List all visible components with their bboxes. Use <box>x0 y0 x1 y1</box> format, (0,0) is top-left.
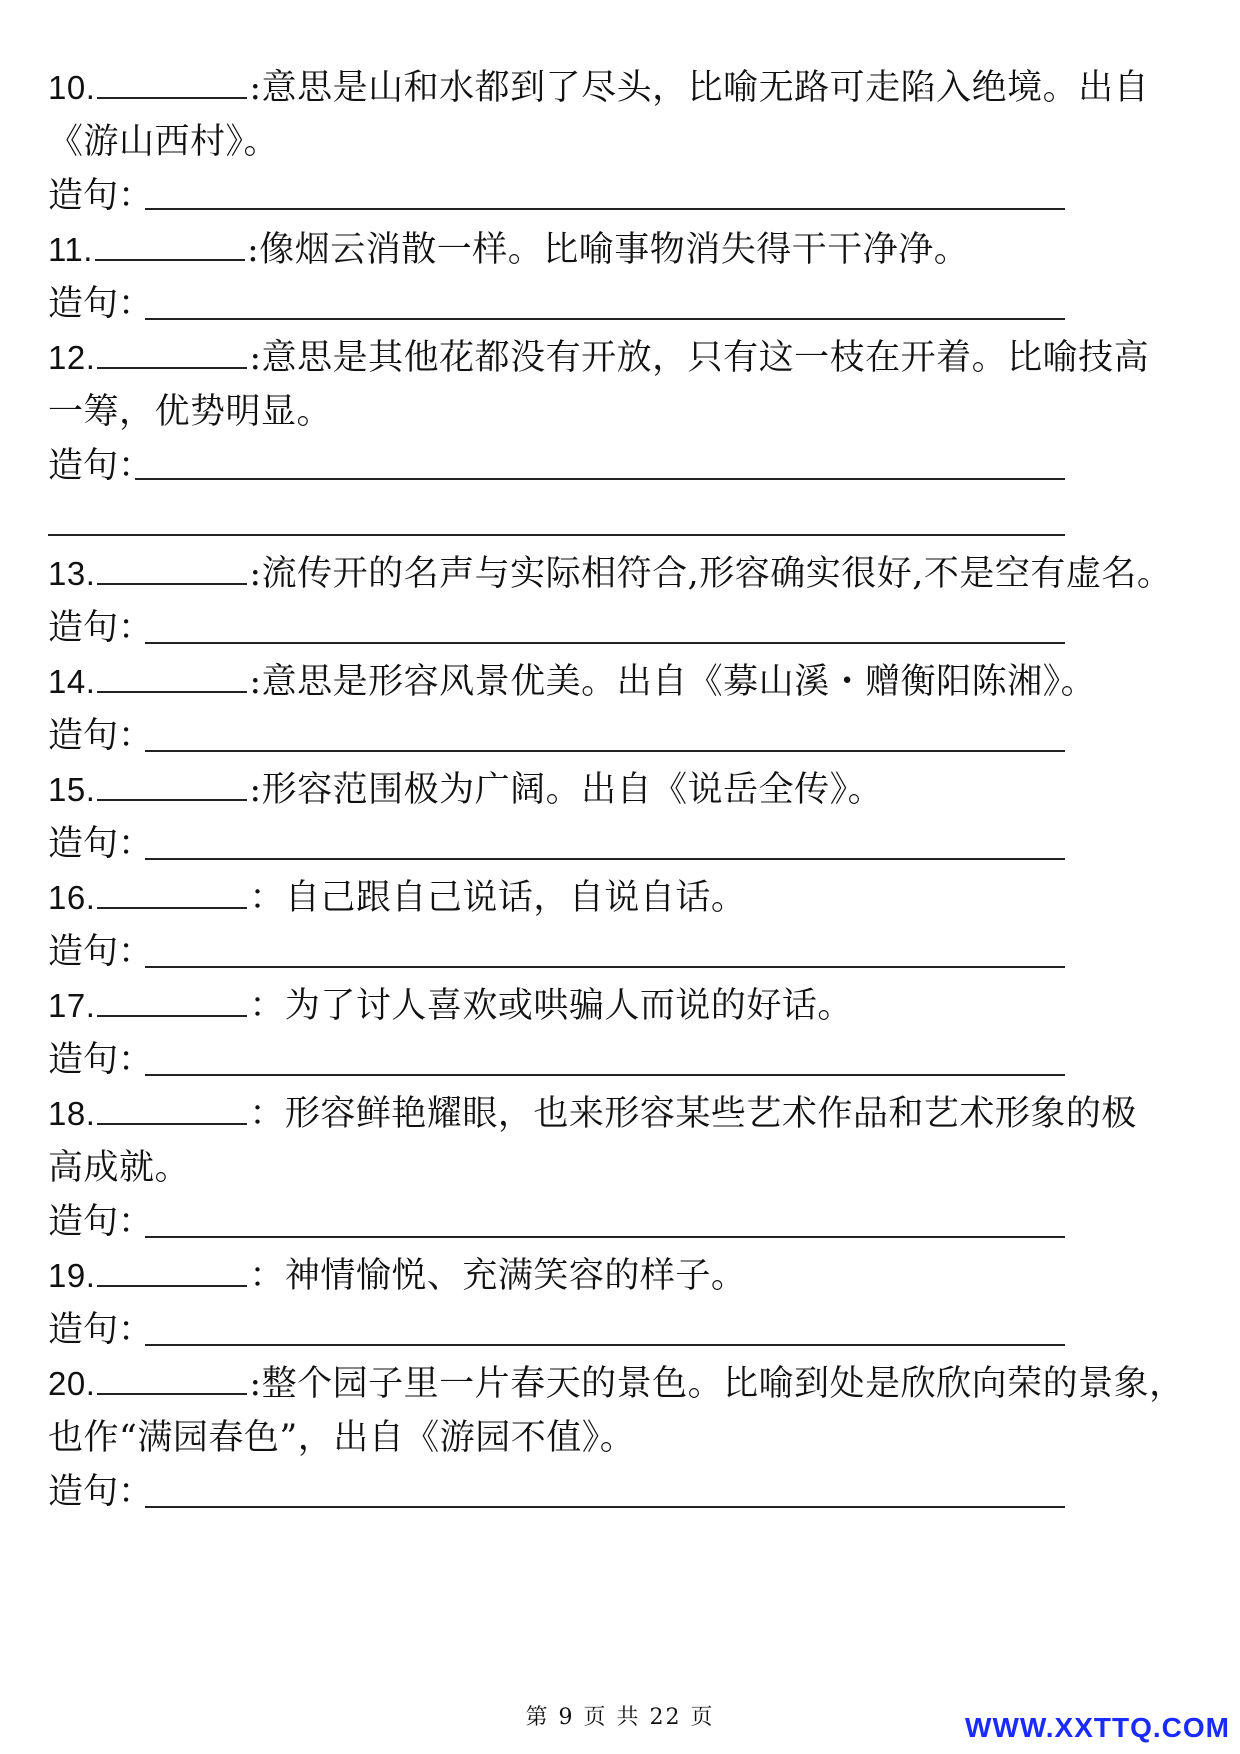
question-number: 17. <box>48 987 96 1024</box>
answer-blank[interactable] <box>97 1093 247 1125</box>
question-16 <box>48 868 1198 928</box>
question-12 <box>48 328 1198 388</box>
question-20 <box>48 1354 1198 1414</box>
question-number: 12. <box>48 339 96 376</box>
sentence-label: 造句： <box>48 1202 154 1242</box>
sentence-answer-line-extra[interactable] <box>48 534 1065 536</box>
sentence-answer-line[interactable] <box>145 966 1065 968</box>
question-number: 19. <box>48 1257 96 1294</box>
question-number: 13. <box>48 555 96 592</box>
question-continuation: 一筹，优势明显。 <box>48 392 333 432</box>
answer-blank[interactable] <box>97 877 247 909</box>
question-number: 16. <box>48 879 96 916</box>
question-19 <box>48 1246 1198 1306</box>
question-continuation: 《游山西村》。 <box>48 122 280 162</box>
sentence-answer-line[interactable] <box>145 1236 1065 1238</box>
question-number: 15. <box>48 771 96 808</box>
question-14 <box>48 652 1198 712</box>
question-description: :整个园子里一片春天的景色。比喻到处是欣欣向荣的景象， <box>249 1364 1185 1404</box>
sentence-label: 造句： <box>48 176 154 216</box>
sentence-label: 造句： <box>48 716 154 756</box>
question-description: :意思是其他花都没有开放，只有这一枝在开着。比喻技高 <box>249 338 1150 378</box>
sentence-answer-line[interactable] <box>145 858 1065 860</box>
answer-blank[interactable] <box>97 985 247 1017</box>
question-number: 14. <box>48 663 96 700</box>
sentence-label: 造句： <box>48 824 154 864</box>
question-continuation: 高成就。 <box>48 1148 191 1188</box>
sentence-answer-line[interactable] <box>145 1506 1065 1508</box>
question-number: 10. <box>48 69 96 106</box>
answer-blank[interactable] <box>95 229 245 261</box>
question-number: 20. <box>48 1365 96 1402</box>
question-description: :意思是山和水都到了尽头，比喻无路可走陷入绝境。出自 <box>249 68 1150 108</box>
question-17 <box>48 976 1198 1036</box>
sentence-label: 造句： <box>48 932 154 972</box>
answer-blank[interactable] <box>97 553 247 585</box>
sentence-label: 造句： <box>48 284 154 324</box>
question-11 <box>48 220 1198 280</box>
sentence-label: 造句： <box>48 1040 154 1080</box>
question-description: :流传开的名声与实际相符合,形容确实很好,不是空有虚名。 <box>249 554 1173 594</box>
sentence-answer-line[interactable] <box>145 1074 1065 1076</box>
question-number: 18. <box>48 1095 96 1132</box>
sentence-answer-line[interactable] <box>145 750 1065 752</box>
question-description: :意思是形容风景优美。出自《募山溪・赠衡阳陈湘》。 <box>249 662 1097 702</box>
question-description: :形容范围极为广阔。出自《说岳全传》。 <box>249 770 884 810</box>
answer-blank[interactable] <box>97 67 247 99</box>
question-description: ：自己跟自己说话，自说自话。 <box>249 878 747 918</box>
answer-blank[interactable] <box>97 1363 247 1395</box>
sentence-answer-line[interactable] <box>135 478 1065 480</box>
sentence-label: 造句： <box>48 1472 154 1512</box>
question-number: 11. <box>48 231 93 268</box>
answer-blank[interactable] <box>97 1255 247 1287</box>
sentence-answer-line[interactable] <box>145 318 1065 320</box>
question-description: :像烟云消散一样。比喻事物消失得干干净净。 <box>246 230 970 270</box>
question-description: ：神情愉悦、充满笑容的样子。 <box>249 1256 747 1296</box>
question-description: ：形容鲜艳耀眼，也来形容某些艺术作品和艺术形象的极 <box>249 1094 1137 1134</box>
question-continuation: 也作“满园春色”，出自《游园不值》。 <box>48 1418 636 1458</box>
answer-blank[interactable] <box>97 769 247 801</box>
sentence-answer-line[interactable] <box>145 642 1065 644</box>
answer-blank[interactable] <box>97 337 247 369</box>
sentence-label: 造句： <box>48 446 154 486</box>
sentence-label: 造句： <box>48 608 154 648</box>
question-15 <box>48 760 1198 820</box>
sentence-label: 造句： <box>48 1310 154 1350</box>
site-watermark: WWW.XXTTQ.COM <box>965 1712 1230 1743</box>
sentence-answer-line[interactable] <box>145 208 1065 210</box>
question-13 <box>48 544 1198 604</box>
page-footer: 第 9 页 共 22 页 <box>525 1705 715 1730</box>
question-18 <box>48 1084 1198 1144</box>
question-description: ：为了讨人喜欢或哄骗人而说的好话。 <box>249 986 853 1026</box>
answer-blank[interactable] <box>97 661 247 693</box>
sentence-answer-line[interactable] <box>145 1344 1065 1346</box>
question-10 <box>48 58 1198 118</box>
